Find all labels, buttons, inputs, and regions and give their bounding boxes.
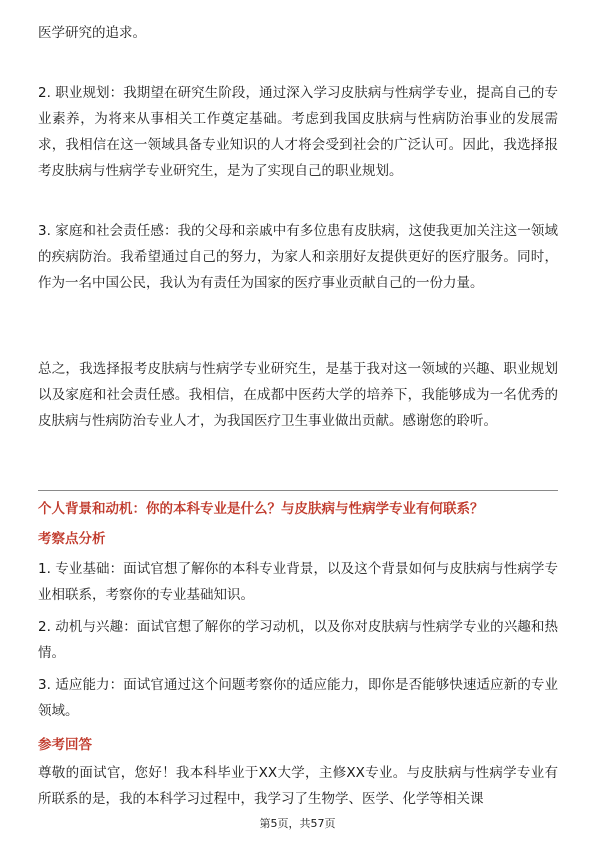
analysis-item-1: 1. 专业基础：面试官想了解你的本科专业背景，以及这个背景如何与皮肤病与性病学专业相联系，考察你的专业基础知识。 [38, 561, 558, 603]
answer-text: 尊敬的面试官，您好！我本科毕业于XX大学，主修XX专业。与皮肤病与性病学专业有所联系的是，我的本科学习过程中，我学习了生物学、医学、化学等相关课 [38, 765, 558, 807]
page-number-footer: 第5页，共57页 [259, 817, 336, 830]
analysis-item-3: 3. 适应能力：面试官通过这个问题考察你的适应能力，即你是否能够快速适应新的专业领域。 [38, 677, 558, 719]
analysis-item-2: 2. 动机与兴趣：面试官想了解你的学习动机，以及你对皮肤病与性病学专业的兴趣和热情。 [38, 619, 558, 661]
answer-heading: 参考回答 [38, 737, 92, 753]
paragraph-career-planning: 2. 职业规划：我期望在研究生阶段，通过深入学习皮肤病与性病学专业，提高自己的专业素养，为将来从事相关工作奠定基础。考虑到我国皮肤病与性病防治事业的发展需求，我相信在这一领域具备专业知识的人才将会受到社会的广泛认可。因此，我选择报考皮肤病与性病学专业研究生，是为了实现自己的职业规划。 [38, 85, 558, 179]
paragraph-conclusion: 总之，我选择报考皮肤病与性病学专业研究生，是基于我对这一领域的兴趣、职业规划以及家庭和社会责任感。我相信，在成都中医药大学的培养下，我能够成为一名优秀的皮肤病与性病防治专业人才，为我国医疗卫生事业做出贡献。感谢您的聆听。 [38, 361, 558, 429]
question-heading: 个人背景和动机：你的本科专业是什么？与皮肤病与性病学专业有何联系？ [38, 501, 484, 517]
continued-paragraph: 医学研究的追求。 [38, 25, 146, 41]
section-divider [38, 490, 558, 491]
analysis-heading: 考察点分析 [38, 531, 106, 547]
paragraph-family-responsibility: 3. 家庭和社会责任感：我的父母和亲戚中有多位患有皮肤病，这使我更加关注这一领域的疾病防治。我希望通过自己的努力，为家人和亲朋好友提供更好的医疗服务。同时，作为一名中国公民，我认为有责任为国家的医疗事业贡献自己的一份力量。 [38, 223, 558, 291]
